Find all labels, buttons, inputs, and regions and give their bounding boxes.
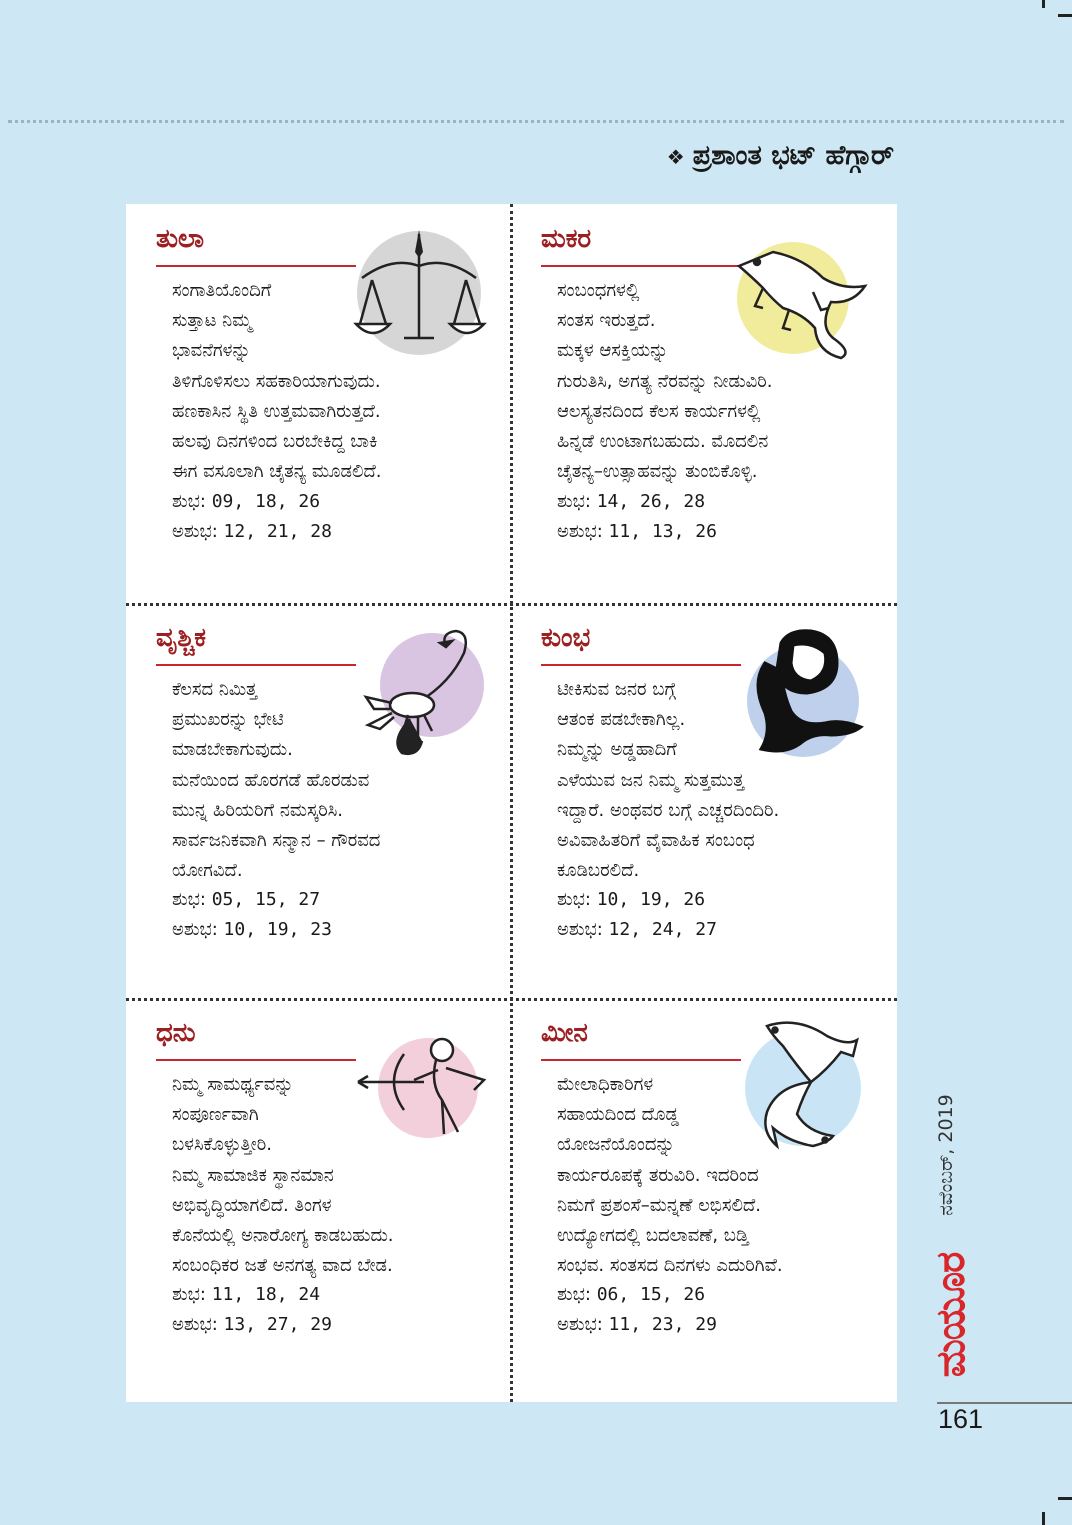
good-label: ಶುಭ: bbox=[172, 491, 206, 512]
magazine-logo: ಮಯೂರ bbox=[928, 1252, 974, 1378]
horoscope-card-makara bbox=[511, 204, 896, 603]
lucky-dates bbox=[172, 1280, 332, 1340]
lucky-dates bbox=[557, 487, 717, 547]
title-underline bbox=[541, 1059, 741, 1061]
sign-title: ಧನು bbox=[156, 1018, 196, 1048]
crop-mark bbox=[1058, 1497, 1072, 1500]
header-dotted-rule bbox=[8, 120, 1064, 123]
bad-dates: 13, 27, 29 bbox=[223, 1314, 332, 1336]
crop-mark bbox=[1042, 0, 1045, 8]
good-label: ಶುಭ: bbox=[557, 889, 591, 910]
prediction-text: ನಿಮ್ಮ ಸಾಮರ್ಥ್ಯವನ್ನು ಸಂಪೂರ್ಣವಾಗಿ ಬಳಸಿಕೊಳ್ಳುತ್ತೀರಿ. ನಿಮ್ಮ ಸಾಮಾಜಿಕ ಸ್ಥಾನಮಾನ ಅಭಿವೃದ್ಧಿಯಾಗಲಿದೆ. ತಿಂಗಳ ಕೊನೆಯಲ್ಲಿ ಅನಾರೋಗ್ಯ ಕಾಡಬಹುದು. ಸಂಬಂಧಿಕರ ಜತೆ ಅನಗತ್ಯ ವಾದ ಬೇಡ. bbox=[172, 1074, 394, 1277]
lucky-dates bbox=[557, 1280, 717, 1340]
diamond-icon: ❖ bbox=[666, 145, 685, 169]
sign-title: ತುಲಾ bbox=[156, 224, 205, 254]
bad-label: ಅಶುಭ: bbox=[172, 919, 218, 941]
sign-title: ಮೀನ bbox=[541, 1018, 588, 1048]
issue-date: ನವೆಂಬರ್, 2019 bbox=[935, 1094, 957, 1216]
good-dates: 06, 15, 26 bbox=[596, 1284, 706, 1305]
good-label: ಶುಭ: bbox=[172, 889, 206, 910]
bad-label: ಅಶುಭ: bbox=[557, 521, 603, 543]
horoscope-card-kumbha bbox=[511, 603, 896, 1002]
title-underline bbox=[156, 1059, 356, 1061]
lucky-dates bbox=[172, 487, 332, 547]
good-label: ಶುಭ: bbox=[557, 1284, 591, 1305]
good-label: ಶುಭ: bbox=[172, 1284, 206, 1305]
prediction-text: ಸಂಬಂಧಗಳಲ್ಲಿ ಸಂತಸ ಇರುತ್ತದೆ. ಮಕ್ಕಳ ಆಸಕ್ತಿಯನ್ನು ಗುರುತಿಸಿ, ಅಗತ್ಯ ನೆರವನ್ನು ನೀಡುವಿರಿ. ಆಲಸ್ಯತನದಿಂದ ಕೆಲಸ ಕಾರ್ಯಗಳಲ್ಲಿ ಹಿನ್ನಡೆ ಉಂಟಾಗಬಹುದು. ಮೊದಲಿನ ಚೈತನ್ಯ–ಉತ್ಸಾಹವನ್ನು ತುಂಬಿಕೊಳ್ಳಿ. bbox=[557, 280, 773, 483]
good-dates: 05, 15, 27 bbox=[211, 889, 321, 910]
bad-label: ಅಶುಭ: bbox=[172, 521, 218, 543]
prediction-text: ಮೇಲಾಧಿಕಾರಿಗಳ ಸಹಾಯದಿಂದ ದೊಡ್ಡ ಯೋಜನೆಯೊಂದನ್ನು ಕಾರ್ಯರೂಪಕ್ಕೆ ತರುವಿರಿ. ಇದರಿಂದ ನಿಮಗೆ ಪ್ರಶಂಸೆ–ಮನ್ನಣೆ ಲಭಿಸಲಿದೆ. ಉದ್ಯೋಗದಲ್ಲಿ ಬದಲಾವಣೆ, ಬಡ್ತಿ ಸಂಭವ. ಸಂತಸದ ದಿನಗಳು ಎದುರಿಗಿವೆ. bbox=[557, 1074, 783, 1277]
good-dates: 09, 18, 26 bbox=[211, 491, 321, 512]
crop-mark bbox=[1042, 1512, 1045, 1525]
bad-label: ಅಶುಭ: bbox=[557, 1314, 603, 1336]
title-underline bbox=[541, 265, 741, 267]
good-dates: 11, 18, 24 bbox=[211, 1284, 321, 1305]
good-label: ಶುಭ: bbox=[557, 491, 591, 512]
bad-dates: 11, 13, 26 bbox=[608, 521, 717, 543]
author-name: ಪ್ರಶಾಂತ ಭಟ್ ಹೆಗ್ಗಾರ್ bbox=[692, 140, 894, 171]
good-dates: 14, 26, 28 bbox=[596, 491, 706, 512]
bad-label: ಅಶುಭ: bbox=[172, 1314, 218, 1336]
bad-dates: 12, 24, 27 bbox=[608, 919, 717, 941]
good-dates: 10, 19, 26 bbox=[596, 889, 706, 910]
sign-title: ಮಕರ bbox=[541, 224, 592, 254]
bad-dates: 10, 19, 23 bbox=[223, 919, 332, 941]
bad-dates: 11, 23, 29 bbox=[608, 1314, 717, 1336]
horoscope-card-meena bbox=[511, 998, 896, 1397]
author-byline bbox=[667, 140, 894, 172]
horoscope-card-dhanu bbox=[126, 998, 511, 1397]
prediction-text: ಸಂಗಾತಿಯೊಂದಿಗೆ ಸುತ್ತಾಟ ನಿಮ್ಮ ಭಾವನೆಗಳನ್ನು ತಿಳಿಗೊಳಿಸಲು ಸಹಕಾರಿಯಾಗುವುದು. ಹಣಕಾಸಿನ ಸ್ಥಿತಿ ಉತ್ತಮವಾಗಿರುತ್ತದೆ. ಹಲವು ದಿನಗಳಿಂದ ಬರಬೇಕಿದ್ದ ಬಾಕಿ ಈಗ ವಸೂಲಾಗಿ ಚೈತನ್ಯ ಮೂಡಲಿದೆ. bbox=[172, 280, 382, 483]
prediction-text: ಟೀಕಿಸುವ ಜನರ ಬಗ್ಗೆ ಆತಂಕ ಪಡಬೇಕಾಗಿಲ್ಲ. ನಿಮ್ಮನ್ನು ಅಡ್ಡಹಾದಿಗೆ ಎಳೆಯುವ ಜನ ನಿಮ್ಮ ಸುತ್ತಮುತ್ತ ಇದ್ದಾರೆ. ಅಂಥವರ ಬಗ್ಗೆ ಎಚ್ಚರದಿಂದಿರಿ. ಅವಿವಾಹಿತರಿಗೆ ವೈವಾಹಿಕ ಸಂಬಂಧ ಕೂಡಿಬರಲಿದೆ. bbox=[557, 679, 780, 882]
page-number: 161 bbox=[938, 1404, 984, 1434]
sign-title: ಕುಂಭ bbox=[541, 623, 591, 653]
prediction-text: ಕೆಲಸದ ನಿಮಿತ್ತ ಪ್ರಮುಖರನ್ನು ಭೇಟಿ ಮಾಡಬೇಕಾಗುವುದು. ಮನೆಯಿಂದ ಹೊರಗಡೆ ಹೊರಡುವ ಮುನ್ನ ಹಿರಿಯರಿಗೆ ನಮಸ್ಕರಿಸಿ. ಸಾರ್ವಜನಿಕವಾಗಿ ಸನ್ಮಾನ – ಗೌರವದ ಯೋಗವಿದೆ. bbox=[172, 679, 381, 882]
title-underline bbox=[156, 265, 356, 267]
crop-mark bbox=[1058, 14, 1072, 17]
title-underline bbox=[156, 664, 356, 666]
horoscope-card-vrishchika bbox=[126, 603, 511, 1002]
lucky-dates bbox=[557, 885, 717, 945]
lucky-dates bbox=[172, 885, 332, 945]
bad-dates: 12, 21, 28 bbox=[223, 521, 332, 543]
bad-label: ಅಶುಭ: bbox=[557, 919, 603, 941]
sign-title: ವೃಶ್ಚಿಕ bbox=[156, 623, 206, 653]
horoscope-card-tula bbox=[126, 204, 511, 603]
title-underline bbox=[541, 664, 741, 666]
